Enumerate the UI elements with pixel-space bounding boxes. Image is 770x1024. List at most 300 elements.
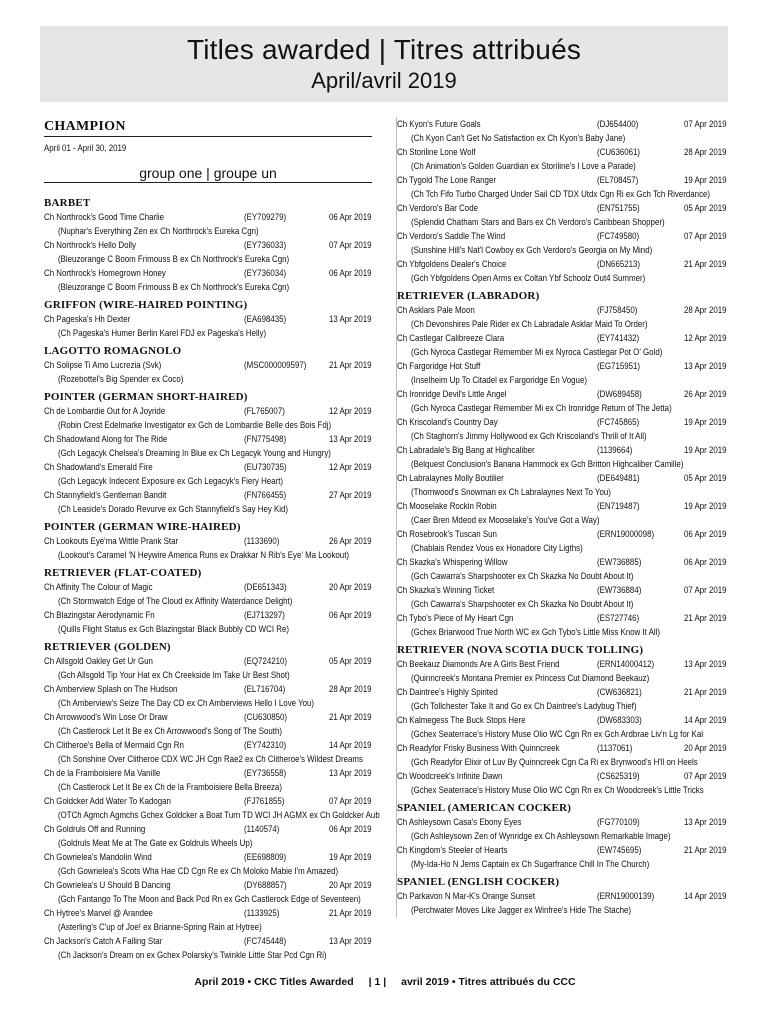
title-entry <box>397 741 727 755</box>
parentage-line <box>44 548 372 562</box>
dog-name: Ch Jackson's Catch A Falling Star <box>44 936 163 946</box>
dog-name: Ch Ashleysown Casa's Ebony Eyes <box>397 817 522 827</box>
parentage-line <box>44 920 372 934</box>
dog-name: Ch Shadowland Along for The Ride <box>44 434 168 444</box>
dog-name: Ch Ironridge Devil's Little Angel <box>397 389 507 399</box>
parentage-text: (Quills Flight Status ex Gch Blazingstar Black Bubbly CD WCI Re) <box>58 624 289 634</box>
parentage-line <box>397 541 727 555</box>
title-entry <box>44 432 372 446</box>
parentage-text: (Sunshine Hill's Nat'l Cowboy ex Gch Verdoro's Georgia on My Mind) <box>411 245 653 255</box>
title-entry <box>44 682 372 696</box>
section-title: CHAMPION <box>44 119 372 137</box>
title-entry <box>397 815 727 829</box>
parentage-line <box>397 271 727 285</box>
footer-left: April 2019 • CKC Titles Awarded <box>194 976 354 988</box>
right-breed-list <box>397 117 727 917</box>
award-date: 12 Apr 2019 <box>329 406 372 416</box>
title-entry <box>397 843 727 857</box>
registration-number: (EE698809) <box>244 852 287 862</box>
date-range: April 01 - April 30, 2019 <box>44 143 127 153</box>
parentage-line <box>397 401 727 415</box>
dog-name: Ch Northrock's Good Time Charlie <box>44 212 165 222</box>
dog-name: Ch Goldruls Off and Running <box>44 824 146 834</box>
parentage-line <box>44 864 372 878</box>
award-date: 13 Apr 2019 <box>684 361 727 371</box>
title-entry <box>44 608 372 622</box>
dog-name: Ch Clitheroe's Bella of Mermaid Cgn Rn <box>44 740 184 750</box>
award-date: 14 Apr 2019 <box>329 740 372 750</box>
award-date: 19 Apr 2019 <box>684 417 727 427</box>
parentage-text: (Chablais Rendez Vous ex Honadore City Ligths) <box>411 543 583 553</box>
registration-number: (FL765007) <box>244 406 285 416</box>
dog-name: Ch Tybo's Piece of My Heart Cgn <box>397 613 514 623</box>
parentage-text: (Ch Animation's Golden Guardian ex Storiline's I Love a Parade) <box>411 161 636 171</box>
title-entry <box>44 312 372 326</box>
parentage-text: (Asterling's C'up of Joe! ex Brianne-Spring Rain at Hytree) <box>58 922 262 932</box>
parentage-text: (Gchex Seaterrace's History Muse Olio WC Cgn Rn ex Ch Woodcreek's Little Tricks <box>411 785 704 795</box>
award-date: 13 Apr 2019 <box>329 768 372 778</box>
parentage-text: (Gch Nyroca Castlegar Remember Mi ex Nyroca Castlegar Pot O' Gold) <box>411 347 663 357</box>
registration-number: (DW683303) <box>597 715 642 725</box>
parentage-line <box>397 159 727 173</box>
parentage-line <box>397 513 727 527</box>
title-entry <box>397 713 727 727</box>
award-date: 05 Apr 2019 <box>684 203 727 213</box>
award-date: 06 Apr 2019 <box>329 268 372 278</box>
parentage-line <box>397 783 727 797</box>
award-date: 21 Apr 2019 <box>329 360 372 370</box>
award-date: 14 Apr 2019 <box>684 891 727 901</box>
dog-name: Ch Parkavon N Mar-K's Orange Sunset <box>397 891 536 901</box>
breed-heading: GRIFFON (WIRE-HAIRED POINTING) <box>44 299 248 311</box>
parentage-text: (Ch Devonshires Pale Rider ex Ch Labradale Asklar Maid To Order) <box>411 319 648 329</box>
title-entry <box>44 710 372 724</box>
parentage-line <box>44 372 372 386</box>
dog-name: Ch Fargoridge Hot Stuff <box>397 361 481 371</box>
left-breed-list <box>44 197 380 962</box>
parentage-text: (Caer Bren Mdeod ex Mooselake's You've Got a Way) <box>411 515 600 525</box>
parentage-line <box>397 485 727 499</box>
award-date: 20 Apr 2019 <box>329 582 372 592</box>
title-entry <box>44 404 372 418</box>
award-date: 07 Apr 2019 <box>329 240 372 250</box>
dog-name: Ch Stannyfield's Gentleman Bandit <box>44 490 167 500</box>
title-entry <box>397 201 727 215</box>
dog-name: Ch Hytree's Marvel @ Arandee <box>44 908 153 918</box>
registration-number: (EQ724210) <box>244 656 288 666</box>
parentage-line <box>44 724 372 738</box>
award-date: 06 Apr 2019 <box>329 610 372 620</box>
parentage-line <box>397 569 727 583</box>
right-column <box>396 117 727 917</box>
award-date: 13 Apr 2019 <box>329 314 372 324</box>
registration-number: (EJ713297) <box>244 610 285 620</box>
award-date: 12 Apr 2019 <box>684 333 727 343</box>
registration-number: (ERN14000412) <box>597 659 655 669</box>
breed-heading: RETRIEVER (LABRADOR) <box>397 290 540 302</box>
title-entry <box>397 443 727 457</box>
parentage-text: (Gch Fantango To The Moon and Back Pcd Rn ex Gch Castlerock Edge of Seventeen) <box>58 894 361 904</box>
registration-number: (DN665213) <box>597 259 641 269</box>
parentage-line <box>397 345 727 359</box>
registration-number: (CW636821) <box>597 687 642 697</box>
title-entry <box>44 654 372 668</box>
parentage-line <box>397 625 727 639</box>
parentage-line <box>397 755 727 769</box>
award-date: 19 Apr 2019 <box>329 852 372 862</box>
dog-name: Ch Skazka's Winning Ticket <box>397 585 495 595</box>
parentage-text: (Ch Pageska's Humer Berlin Karel FDJ ex Pageska's Helly) <box>58 328 267 338</box>
dog-name: Ch Gowrielea's U Should B Dancing <box>44 880 171 890</box>
registration-number: (EY742310) <box>244 740 287 750</box>
parentage-line <box>397 429 727 443</box>
dog-name: Ch Labralaynes Molly Boutilier <box>397 473 504 483</box>
registration-number: (DE651343) <box>244 582 287 592</box>
title-entry <box>397 387 727 401</box>
dog-name: Ch Kingdom's Steeler of Hearts <box>397 845 508 855</box>
parentage-text: (Belquest Conclusion's Banana Hammock ex Gch Britton Highcaliber Camille) <box>411 459 684 469</box>
dog-name: Ch Beekauz Diamonds Are A Girls Best Friend <box>397 659 560 669</box>
parentage-text: (Ch Castlerock Let It Be ex Ch de la Framboisiere Bella Breeza) <box>58 782 282 792</box>
parentage-text: (Ch Jackson's Dream on ex Gchex Polarsky's Twinkle Little Star Pcd Cgn Ri) <box>58 950 327 960</box>
award-date: 20 Apr 2019 <box>329 880 372 890</box>
registration-number: (DW689458) <box>597 389 642 399</box>
title-entry <box>44 266 372 280</box>
registration-number: (EN719487) <box>597 501 640 511</box>
title-entry <box>44 766 372 780</box>
breed-heading: POINTER (GERMAN WIRE-HAIRED) <box>44 521 241 533</box>
parentage-text: (Gch Legacyk Indecent Exposure ex Gch Legacyk's Fiery Heart) <box>58 476 284 486</box>
parentage-line <box>397 903 727 917</box>
group-heading: group one | groupe un <box>44 165 372 183</box>
dog-name: Ch Shadowland's Emerald Fire <box>44 462 153 472</box>
registration-number: (1133925) <box>244 908 280 918</box>
parentage-line <box>44 836 372 850</box>
title-entry <box>44 878 372 892</box>
award-date: 19 Apr 2019 <box>684 501 727 511</box>
title-entry <box>397 527 727 541</box>
registration-number: (EY741432) <box>597 333 640 343</box>
award-date: 21 Apr 2019 <box>329 908 372 918</box>
registration-number: (1133690) <box>244 536 280 546</box>
dog-name: Ch Kalmegess The Buck Stops Here <box>397 715 526 725</box>
award-date: 19 Apr 2019 <box>684 175 727 185</box>
dog-name: Ch de Lombardie Out for A Joyride <box>44 406 166 416</box>
dog-name: Ch Gowrielea's Mandolin Wind <box>44 852 152 862</box>
parentage-line <box>44 224 372 238</box>
title-entry <box>44 794 372 808</box>
parentage-text: (Gchex Seaterrace's History Muse Olio WC Cgn Rn ex Gch Ardbrae Liv'n Lg for Kal <box>411 729 703 739</box>
award-date: 06 Apr 2019 <box>684 529 727 539</box>
title-entry <box>44 210 372 224</box>
parentage-line <box>44 474 372 488</box>
registration-number: (CS625319) <box>597 771 640 781</box>
registration-number: (EN751755) <box>597 203 640 213</box>
award-date: 21 Apr 2019 <box>329 712 372 722</box>
title-entry <box>44 238 372 252</box>
parentage-line <box>44 326 372 340</box>
footer-right: avril 2019 • Titres attribués du CCC <box>401 976 576 988</box>
registration-number: (FC745448) <box>244 936 287 946</box>
registration-number: (EW745695) <box>597 845 642 855</box>
dog-name: Ch Tygold The Lone Ranger <box>397 175 496 185</box>
dog-name: Ch Labradale's Big Bang at Highcaliber <box>397 445 535 455</box>
dog-name: Ch Northrock's Hello Dolly <box>44 240 136 250</box>
dog-name: Ch Asklars Pale Moon <box>397 305 475 315</box>
parentage-line <box>397 131 727 145</box>
award-date: 13 Apr 2019 <box>684 817 727 827</box>
registration-number: (DY688857) <box>244 880 287 890</box>
award-date: 20 Apr 2019 <box>684 743 727 753</box>
parentage-text: (Perchwater Moves Like Jagger ex Winfree's Hide The Stache) <box>411 905 632 915</box>
dog-name: Ch Skazka's Whispering Willow <box>397 557 508 567</box>
title-entry <box>397 415 727 429</box>
page-title: Titles awarded | Titres attribués <box>186 34 582 65</box>
breed-heading: RETRIEVER (GOLDEN) <box>44 641 171 653</box>
dog-name: Ch Storiline Lone Wolf <box>397 147 476 157</box>
dog-name: Ch Woodcreek's Infinite Dawn <box>397 771 503 781</box>
parentage-line <box>397 457 727 471</box>
registration-number: (MSC000009597) <box>244 360 307 370</box>
parentage-text: (Gch Cawarra's Sharpshooter ex Ch Skazka No Doubt About It) <box>411 599 634 609</box>
parentage-text: (Robin Crest Edelmarke Investigator ex Gch de Lombardie Belle des Bois Fdj) <box>58 420 332 430</box>
parentage-line <box>397 243 727 257</box>
title-entry <box>44 358 372 372</box>
registration-number: (EY736034) <box>244 268 287 278</box>
breed-heading: RETRIEVER (NOVA SCOTIA DUCK TOLLING) <box>397 644 644 656</box>
parentage-line <box>44 892 372 906</box>
parentage-text: (Gch Gowrielea's Scots Wha Hae CD Cgn Re ex Ch Moloko Mabie I'm Amazed) <box>58 866 339 876</box>
parentage-line <box>44 418 372 432</box>
dog-name: Ch Mooselake Rockin Robin <box>397 501 497 511</box>
award-date: 21 Apr 2019 <box>684 259 727 269</box>
parentage-text: (Ch Tch Fifo Turbo Charged Under Sail CD TDX Utdx Cgn Ri ex Gch Tch Riverdance) <box>411 189 711 199</box>
dog-name: Ch Verdoro's Bar Code <box>397 203 479 213</box>
registration-number: (EU730735) <box>244 462 287 472</box>
award-date: 07 Apr 2019 <box>684 119 727 129</box>
dog-name: Ch Solipse Ti Amo Lucrezia (Svk) <box>44 360 162 370</box>
title-entry <box>44 460 372 474</box>
title-entry <box>397 303 727 317</box>
title-entry <box>44 850 372 864</box>
title-entry <box>397 257 727 271</box>
registration-number: (FC749580) <box>597 231 640 241</box>
parentage-text: (Goldruls Meat Me at The Gate ex Goldruls Wheels Up) <box>58 838 253 848</box>
dog-name: Ch Amberview Splash on The Hudson <box>44 684 178 694</box>
title-entry <box>44 580 372 594</box>
parentage-line <box>44 280 372 294</box>
parentage-text: (Inselheim Up To Citadel ex Fargoridge En Vogue) <box>411 375 587 385</box>
title-entry <box>397 499 727 513</box>
award-date: 21 Apr 2019 <box>684 845 727 855</box>
title-entry <box>397 331 727 345</box>
registration-number: (EL716704) <box>244 684 286 694</box>
parentage-text: (My-Ida-Ho N Jems Captain ex Ch Sugarfrance Chill In The Church) <box>411 859 650 869</box>
registration-number: (ES727746) <box>597 613 640 623</box>
award-date: 07 Apr 2019 <box>684 585 727 595</box>
parentage-line <box>397 187 727 201</box>
parentage-line <box>44 446 372 460</box>
registration-number: (EG715951) <box>597 361 641 371</box>
registration-number: (EW736885) <box>597 557 642 567</box>
award-date: 13 Apr 2019 <box>684 659 727 669</box>
parentage-text: (Rozebottel's Big Spender ex Coco) <box>58 374 184 384</box>
title-entry <box>397 555 727 569</box>
parentage-text: (Gch Cawarra's Sharpshooter ex Ch Skazka No Doubt About It) <box>411 571 634 581</box>
parentage-text: (OTCh Agmch Agmchs Gchex Goldcker a Boat Turn TD WCI JH AGMX ex Ch Goldcker Aub <box>58 810 380 820</box>
registration-number: (EY736033) <box>244 240 287 250</box>
parentage-text: (Quinncreek's Montana Premier ex Princess Cut Diamond Beekauz) <box>411 673 650 683</box>
registration-number: (DE649481) <box>597 473 640 483</box>
registration-number: (FJ758450) <box>597 305 638 315</box>
award-date: 13 Apr 2019 <box>329 434 372 444</box>
title-entry <box>44 488 372 502</box>
title-entry <box>397 229 727 243</box>
dog-name: Ch Readyfor Frisky Business With Quinncreek <box>397 743 560 753</box>
award-date: 21 Apr 2019 <box>684 613 727 623</box>
parentage-line <box>397 727 727 741</box>
parentage-text: (Ch Staghorn's Jimmy Hollywood ex Gch Kriscoland's Thrill of It All) <box>411 431 647 441</box>
registration-number: (FN766455) <box>244 490 287 500</box>
award-date: 07 Apr 2019 <box>684 771 727 781</box>
title-entry <box>397 583 727 597</box>
registration-number: (1137061) <box>597 743 633 753</box>
registration-number: (ERN19000139) <box>597 891 655 901</box>
parentage-text: (Ch Leaside's Dorado Revurve ex Gch Stannyfield's Say Hey Kid) <box>58 504 289 514</box>
parentage-text: (Ch Castlerock Let It Be ex Ch Arrowwood's Song of The South) <box>58 726 283 736</box>
parentage-text: (Gch Readyfor Elixir of Luv By Quinncreek Cgn Ca Ri ex Brynwood's H'll on Heels <box>411 757 698 767</box>
award-date: 12 Apr 2019 <box>329 462 372 472</box>
page-number: | 1 | <box>368 976 387 988</box>
parentage-line <box>44 752 372 766</box>
award-date: 26 Apr 2019 <box>329 536 372 546</box>
title-entry <box>397 657 727 671</box>
title-entry <box>44 906 372 920</box>
dog-name: Ch Verdoro's Saddle The Wind <box>397 231 506 241</box>
award-date: 07 Apr 2019 <box>684 231 727 241</box>
dog-name: Ch Rosebrook's Tuscan Sun <box>397 529 497 539</box>
parentage-line <box>397 215 727 229</box>
title-entry <box>397 889 727 903</box>
title-entry <box>44 534 372 548</box>
parentage-line <box>397 857 727 871</box>
award-date: 06 Apr 2019 <box>329 824 372 834</box>
award-date: 19 Apr 2019 <box>684 445 727 455</box>
dog-name: Ch de la Framboisiere Ma Vanille <box>44 768 161 778</box>
parentage-line <box>44 594 372 608</box>
award-date: 06 Apr 2019 <box>684 557 727 567</box>
title-entry <box>44 934 372 948</box>
parentage-line <box>44 780 372 794</box>
parentage-text: (Ch Stormwatch Edge of The Cloud ex Affinity Waterdance Delight) <box>58 596 293 606</box>
award-date: 06 Apr 2019 <box>329 212 372 222</box>
parentage-text: (Gch Ashleysown Zen of Wynridge ex Ch Ashleysown Remarkable Image) <box>411 831 671 841</box>
dog-name: Ch Blazingstar Aerodynamic Fn <box>44 610 155 620</box>
parentage-text: (Gch Legacyk Chelsea's Dreaming In Blue ex Ch Legacyk Young and Hungry) <box>58 448 331 458</box>
dog-name: Ch Daintree's Highly Spirited <box>397 687 498 697</box>
title-entry <box>397 117 727 131</box>
parentage-text: (Ch Amberview's Seize The Day CD ex Ch Amberviews Hello I Love You) <box>58 698 315 708</box>
parentage-line <box>397 373 727 387</box>
breed-heading: SPANIEL (AMERICAN COCKER) <box>397 802 572 814</box>
breed-heading: POINTER (GERMAN SHORT-HAIRED) <box>44 391 248 403</box>
title-entry <box>397 611 727 625</box>
title-entry <box>397 769 727 783</box>
dog-name: Ch Arrowwood's Win Lose Or Draw <box>44 712 168 722</box>
dog-name: Ch Pageska's Hh Dexter <box>44 314 131 324</box>
parentage-text: (Gch Allsgold Tip Your Hat ex Ch Creekside Im Take Ur Best Shot) <box>58 670 290 680</box>
parentage-text: (Bleuzorange C Boom Frimouss B ex Ch Northrock's Eureka Cgn) <box>58 254 290 264</box>
title-entry <box>397 359 727 373</box>
page-subtitle: April/avril 2019 <box>311 68 457 93</box>
registration-number: (EA698435) <box>244 314 287 324</box>
parentage-text: (Thornwood's Snowman ex Ch Labralaynes Next To You) <box>411 487 611 497</box>
parentage-line <box>44 808 380 822</box>
title-entry <box>397 685 727 699</box>
parentage-line <box>44 252 372 266</box>
parentage-line <box>44 622 372 636</box>
registration-number: (EW736884) <box>597 585 642 595</box>
parentage-text: (Gch Ybfgoldens Open Arms ex Coltan Ybf Schoolz Out4 Summer) <box>411 273 646 283</box>
award-date: 14 Apr 2019 <box>684 715 727 725</box>
left-column <box>44 117 380 962</box>
registration-number: (FJ761855) <box>244 796 285 806</box>
registration-number: (FN775498) <box>244 434 287 444</box>
registration-number: (DJ654400) <box>597 119 639 129</box>
award-date: 07 Apr 2019 <box>329 796 372 806</box>
title-entry <box>397 145 727 159</box>
dog-name: Ch Northrock's Homegrown Honey <box>44 268 166 278</box>
award-date: 05 Apr 2019 <box>329 656 372 666</box>
registration-number: (1139664) <box>597 445 633 455</box>
page-header <box>40 26 728 102</box>
dog-name: Ch Affinity The Colour of Magic <box>44 582 153 592</box>
registration-number: (EL708457) <box>597 175 639 185</box>
registration-number: (1140574) <box>244 824 280 834</box>
dog-name: Ch Ybfgoldens Dealer's Choice <box>397 259 507 269</box>
registration-number: (EY709279) <box>244 212 287 222</box>
parentage-line <box>397 699 727 713</box>
registration-number: (ERN19000098) <box>597 529 655 539</box>
registration-number: (FG770109) <box>597 817 640 827</box>
dog-name: Ch Goldcker Add Water To Kadogan <box>44 796 171 806</box>
parentage-line <box>44 696 372 710</box>
parentage-text: (Lookout's Caramel 'N Heywire America Runs ex Drakkar N Rib's Eye' Ma Lookout) <box>58 550 350 560</box>
dog-name: Ch Lookouts Eye'ma Wittle Prank Star <box>44 536 179 546</box>
award-date: 28 Apr 2019 <box>329 684 372 694</box>
parentage-text: (Gch Nyroca Castlegar Remember Mi ex Ch Ironridge Return of The Jetta) <box>411 403 672 413</box>
parentage-text: (Gchex Briarwood True North WC ex Gch Tybo's Little Miss Know It All) <box>411 627 661 637</box>
parentage-text: (Nuphar's Everything Zen ex Ch Northrock's Eureka Cgn) <box>58 226 259 236</box>
parentage-text: (Gch Tollchester Take It and Go ex Ch Daintree's Ladybug Thief) <box>411 701 637 711</box>
award-date: 28 Apr 2019 <box>684 147 727 157</box>
title-entry <box>44 738 372 752</box>
award-date: 21 Apr 2019 <box>684 687 727 697</box>
parentage-line <box>397 597 727 611</box>
title-entry <box>397 173 727 187</box>
parentage-line <box>44 668 372 682</box>
award-date: 05 Apr 2019 <box>684 473 727 483</box>
parentage-line <box>44 502 372 516</box>
registration-number: (CU636061) <box>597 147 641 157</box>
parentage-line <box>397 829 727 843</box>
dog-name: Ch Allsgold Oakley Get Ur Gun <box>44 656 153 666</box>
title-entry <box>44 822 372 836</box>
parentage-line <box>397 671 727 685</box>
parentage-line <box>44 948 372 962</box>
parentage-text: (Bleuzorange C Boom Frimouss B ex Ch Northrock's Eureka Cgn) <box>58 282 290 292</box>
dog-name: Ch Castlegar Calibreeze Clara <box>397 333 505 343</box>
